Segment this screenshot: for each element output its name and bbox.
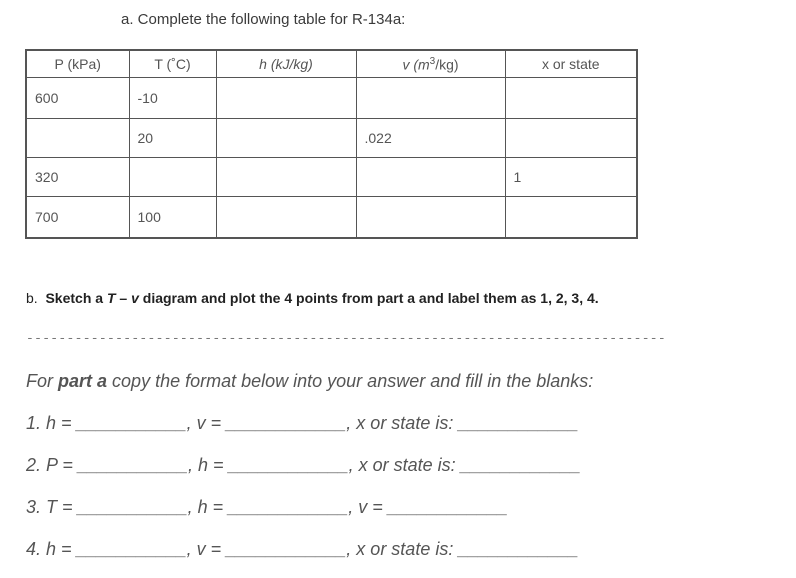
- table-row: [26, 119, 637, 158]
- table-header-row: [26, 50, 637, 78]
- header-temperature: T (˚C): [129, 50, 216, 78]
- cell-t: -10: [129, 78, 216, 119]
- answer-line-3: 3. T = ___________, h = ____________, v = ____________: [26, 497, 508, 517]
- answer-line-1: 1. h = ___________, v = ____________, x or state is: ____________: [26, 413, 579, 433]
- table-row: [26, 197, 637, 239]
- divider-line: -------------------------------------------------------------------------------: [26, 331, 666, 346]
- table-row: [26, 78, 637, 119]
- cell-v: [356, 78, 505, 119]
- header-pressure: P (kPa): [26, 50, 129, 78]
- cell-x: 1: [505, 158, 637, 197]
- part-a-heading: a. Complete the following table for R-134a:: [121, 11, 406, 28]
- header-enthalpy: h (kJ/kg): [216, 50, 356, 78]
- part-b-instruction: [26, 290, 599, 306]
- cell-h: [216, 78, 356, 119]
- part-b-prefix: b.: [26, 290, 38, 306]
- cell-v: .022: [356, 119, 505, 158]
- cell-p: [26, 119, 129, 158]
- cell-h: [216, 119, 356, 158]
- answer-line-4: 4. h = ___________, v = ____________, x or state is: ____________: [26, 539, 579, 559]
- r134a-table: [25, 49, 638, 239]
- header-specific-volume: v $(m^3/kg)$: [356, 50, 505, 78]
- answer-line-2: 2. P = ___________, h = ____________, x or state is: ____________: [26, 455, 581, 475]
- cell-x: [505, 119, 637, 158]
- cell-t: [129, 158, 216, 197]
- cell-x: [505, 78, 637, 119]
- cell-x: [505, 197, 637, 239]
- cell-v: [356, 197, 505, 239]
- part-b-text: Sketch a T – v diagram and plot the 4 points from part a and label them as 1, 2, 3, 4.: [45, 290, 599, 306]
- table-row: [26, 158, 637, 197]
- cell-p: 320: [26, 158, 129, 197]
- cell-h: [216, 197, 356, 239]
- cell-h: [216, 158, 356, 197]
- cell-t: 20: [129, 119, 216, 158]
- cell-p: 700: [26, 197, 129, 239]
- cell-p: 600: [26, 78, 129, 119]
- answer-format-instruction: For part a copy the format below into your answer and fill in the blanks:: [26, 371, 594, 391]
- cell-v: [356, 158, 505, 197]
- cell-t: 100: [129, 197, 216, 239]
- header-quality: x or state: [505, 50, 637, 78]
